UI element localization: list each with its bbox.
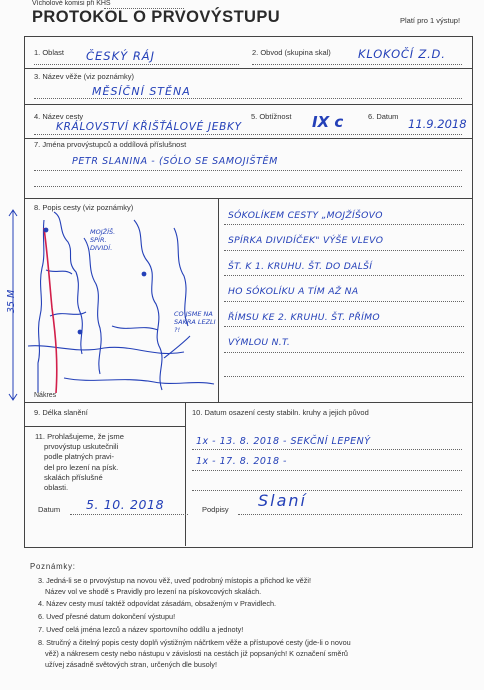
osazeni-line-2[interactable]: 1x - 17. 8. 2018 - <box>196 456 287 467</box>
dotline <box>238 514 462 515</box>
hline <box>24 68 472 69</box>
prohlaseni-line: prvovýstup uskutečnili <box>44 442 119 452</box>
dotline <box>192 470 462 471</box>
popis-line-1: SÓKOLÍKEM CESTY „MOJŽÍŠOVO <box>228 210 383 221</box>
prohlaseni-line: podle platných pravi- <box>44 452 115 462</box>
dotline <box>224 301 464 302</box>
dotline <box>34 98 462 99</box>
obvod-value[interactable]: KLOKOČÍ Z.D. <box>358 47 446 61</box>
note-item: 7. Uveď celá jména lezců a název sportovního oddílu a jednoty! <box>38 625 244 634</box>
hline <box>24 402 472 403</box>
ring-marker-top <box>44 228 49 233</box>
dotline <box>252 64 462 65</box>
issuer-text: Vícholové komisi při KHS <box>32 0 111 7</box>
popis-line-3: ŠT. K 1. KRUHU. ŠT. DO DALŠÍ <box>228 261 373 272</box>
prohlaseni-line: 11. Prohlašujeme, že jsme <box>35 432 124 441</box>
datum-value[interactable]: 11.9.2018 <box>408 117 467 131</box>
rock-outline-right <box>134 220 162 390</box>
podpisy-label: Podpisy <box>202 505 229 514</box>
vez-label: 3. Název věže (viz poznámky) <box>34 72 135 81</box>
note-item: 3. Jedná-li se o prvovýstup na novou věž, uveď podrobný místopis a přichod ke věži! <box>38 576 311 585</box>
jmena-value[interactable]: PETR SLANINA - (SÓLO SE SAMOJIŠTĚM <box>72 156 278 167</box>
vline <box>185 402 186 546</box>
vez-value[interactable]: MĚSÍČNÍ STĚNA <box>92 85 191 98</box>
notes-title: Poznámky: <box>30 562 76 571</box>
cesta-value[interactable]: KRÁLOVSTVÍ KŘIŠŤÁLOVÉ JEBKY <box>56 121 242 133</box>
hline <box>24 138 472 139</box>
popis-line-2: SPÍRKA DIVIDÍČEK" VÝŠE VLEVO <box>228 235 384 246</box>
obtiznost-label: 5. Obtížnost <box>251 112 292 121</box>
dotline <box>192 449 462 450</box>
dotline <box>70 514 188 515</box>
validity-note: Platí pro 1 výstup! <box>400 16 461 25</box>
signature: Slaní <box>258 491 307 510</box>
dotline <box>224 326 464 327</box>
datum-label: 6. Datum <box>368 112 399 121</box>
slaneni-label: 9. Délka slanění <box>34 408 88 417</box>
dotline <box>224 376 464 377</box>
dotline <box>34 170 462 171</box>
note-item: věž) a nákresem cesty nebo nástupu v závislosti na cestách již popsaných! K označení směrů <box>45 649 348 658</box>
ring-marker-mid <box>78 330 83 335</box>
dotline <box>224 224 464 225</box>
datum2-label: Datum <box>38 505 61 514</box>
oblast-label: 1. Oblast <box>34 48 65 57</box>
note-item: Název vol ve shodě s Pravidly pro lezení na pískovcových skalách. <box>45 587 262 596</box>
cesta-label: 4. Název cesty <box>34 112 84 121</box>
note-item: 8. Stručný a čitelný popis cesty doplň výstižným náčrtkem věže a přístupové cesty (jde-li o novou <box>38 638 351 647</box>
height-annotation: 35 M <box>6 289 18 314</box>
prohlaseni-line: oblasti. <box>44 483 69 493</box>
prohlaseni-line: skalách příslušné <box>44 472 103 482</box>
popis-label: 8. Popis cesty (viz poznámky) <box>34 203 134 212</box>
height-arrow <box>6 208 20 404</box>
dotline <box>34 186 462 187</box>
hline <box>24 104 472 105</box>
dotline <box>224 352 464 353</box>
route-line <box>44 228 57 393</box>
note-item: 6. Uveď přesné datum dokončení výstupu! <box>38 612 176 621</box>
popis-line-5: ŘÍMSU KE 2. KRUHU. ŠT. PŘÍMO <box>228 312 380 323</box>
hline <box>24 426 186 427</box>
popis-line-4: HO SÓKOLÍKU A TÍM AŽ NA <box>228 286 359 297</box>
sketch-label-1: MOJŽÍŠ. SPÍR. DIVIDÍ. <box>90 228 116 252</box>
page-title: PROTOKOL O PRVOVÝSTUPU <box>32 8 281 26</box>
dotline <box>224 275 464 276</box>
ring-marker-right <box>142 272 147 277</box>
datum2-value[interactable]: 5. 10. 2018 <box>86 497 165 512</box>
nakres-label: Nákres <box>34 392 57 399</box>
dotline <box>192 490 462 491</box>
note-item: užívej zásadně světových stran, určených dle busoly! <box>45 660 217 669</box>
dotline <box>34 134 462 135</box>
osazeni-label: 10. Datum osazení cesty stabiln. kruhy a jejich původ <box>192 408 369 417</box>
popis-line-6: VÝMLOU N.T. <box>228 337 291 348</box>
prohlaseni-line: del pro lezení na písk. <box>44 462 119 472</box>
obvod-label: 2. Obvod (skupina skal) <box>252 48 331 57</box>
dotline <box>224 250 464 251</box>
rock-crack <box>84 238 101 374</box>
note-item: 4. Název cesty musí taktéž odpovídat zásadám, obsaženým v Pravidlech. <box>38 599 277 608</box>
osazeni-line-1[interactable]: 1x - 13. 8. 2018 - SEKČNÍ LEPENÝ <box>196 436 371 447</box>
obtiznost-value[interactable]: IX c <box>312 113 344 131</box>
dotline <box>34 64 239 65</box>
prohlaseni-block <box>35 432 124 493</box>
sketch-label-2: CO JSME NA SAKRA LEZLI ?! <box>174 310 216 334</box>
oblast-value[interactable]: ČESKÝ RÁJ <box>86 49 156 63</box>
jmena-label: 7. Jména prvovýstupců a oddílová příslušnost <box>34 140 187 149</box>
rock-outline-left <box>38 220 44 393</box>
